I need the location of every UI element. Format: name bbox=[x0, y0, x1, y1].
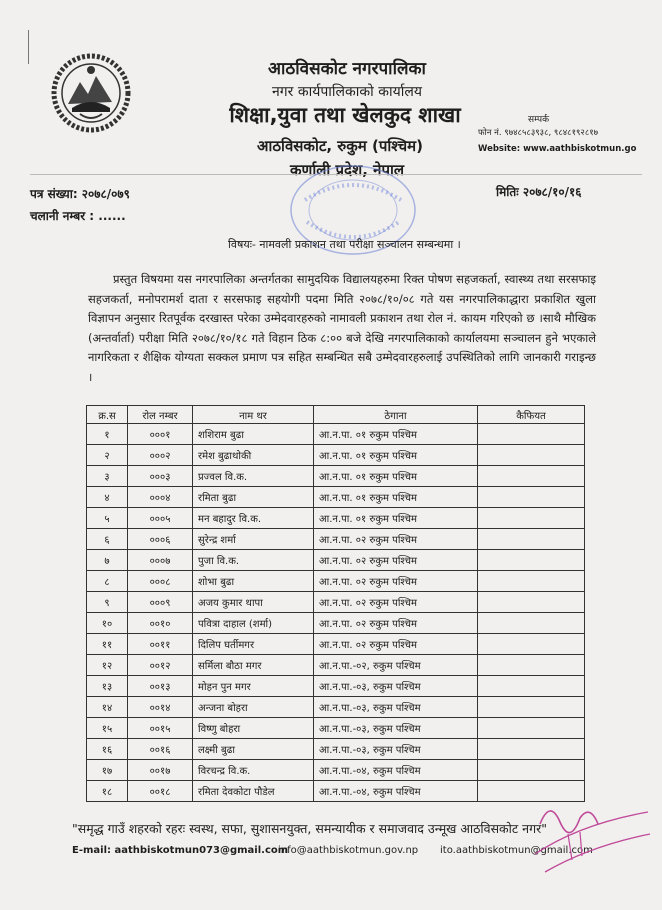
serial-cell: १६ bbox=[87, 739, 128, 760]
table-row bbox=[87, 655, 585, 676]
contact-phone: फोन नं. ९७४८५८३९३८, ९८४८१९२८१७ bbox=[478, 128, 599, 138]
roll-cell: ००१३ bbox=[128, 676, 193, 697]
name-cell: विरचन्द्र वि.क. bbox=[193, 760, 314, 781]
location-line: आठविसकोट, रुकुम (पश्चिम) bbox=[257, 137, 423, 155]
table-row bbox=[87, 508, 585, 529]
remarks-cell bbox=[478, 529, 585, 550]
col-remarks-header: कैफियत bbox=[478, 406, 585, 424]
remarks-cell bbox=[478, 508, 585, 529]
table-row bbox=[87, 487, 585, 508]
roll-cell: ०००६ bbox=[128, 529, 193, 550]
name-cell: रमिता देवकोटा पौडेल bbox=[193, 781, 314, 802]
roll-cell: ००१५ bbox=[128, 718, 193, 739]
remarks-cell bbox=[478, 634, 585, 655]
name-cell: रमेश बुढाथोकी bbox=[193, 445, 314, 466]
table-row bbox=[87, 424, 585, 445]
remarks-cell bbox=[478, 655, 585, 676]
remarks-cell bbox=[478, 550, 585, 571]
address-cell: आ.न.पा.-०३, रुकुम पश्चिम bbox=[314, 676, 478, 697]
address-cell: आ.न.पा.-०३, रुकुम पश्चिम bbox=[314, 697, 478, 718]
serial-cell: १ bbox=[87, 424, 128, 445]
contact-website: Website: www.aathbiskotmun.go bbox=[478, 144, 637, 154]
roll-cell: ००१७ bbox=[128, 760, 193, 781]
footer-email-ito: ito.aathbiskotmun@gmail.com bbox=[440, 845, 593, 856]
roll-cell: ००१८ bbox=[128, 781, 193, 802]
address-cell: आ.न.पा. ०२ रुकुम पश्चिम bbox=[314, 550, 478, 571]
table-row bbox=[87, 634, 585, 655]
serial-cell: ५ bbox=[87, 508, 128, 529]
col-name-header: नाम थर bbox=[193, 406, 314, 424]
office-name: नगर कार्यपालिकाको कार्यालय bbox=[272, 84, 422, 100]
table-row bbox=[87, 697, 585, 718]
name-cell: दिलिप घर्तीमगर bbox=[193, 634, 314, 655]
address-cell: आ.न.पा. ०१ रुकुम पश्चिम bbox=[314, 424, 478, 445]
roll-cell: ००१२ bbox=[128, 655, 193, 676]
table-row bbox=[87, 676, 585, 697]
address-cell: आ.न.पा. ०२ रुकुम पश्चिम bbox=[314, 571, 478, 592]
roll-cell: ०००७ bbox=[128, 550, 193, 571]
table-row bbox=[87, 592, 585, 613]
address-cell: आ.न.पा. ०१ रुकुम पश्चिम bbox=[314, 487, 478, 508]
roll-cell: ०००४ bbox=[128, 487, 193, 508]
table-header-row bbox=[87, 406, 585, 424]
name-cell: सर्मिला बौठा मगर bbox=[193, 655, 314, 676]
name-cell: रमिता बुढा bbox=[193, 487, 314, 508]
serial-cell: ११ bbox=[87, 634, 128, 655]
table-row bbox=[87, 466, 585, 487]
roll-cell: ००१४ bbox=[128, 697, 193, 718]
candidate-table bbox=[86, 405, 585, 802]
province-line: कर्णाली प्रदेश, नेपाल bbox=[289, 161, 405, 179]
serial-cell: २ bbox=[87, 445, 128, 466]
roll-cell: ०००२ bbox=[128, 445, 193, 466]
address-cell: आ.न.पा. ०२ रुकुम पश्चिम bbox=[314, 613, 478, 634]
remarks-cell bbox=[478, 445, 585, 466]
serial-cell: ३ bbox=[87, 466, 128, 487]
address-cell: आ.न.पा.-०३, रुकुम पश्चिम bbox=[314, 739, 478, 760]
nepal-emblem-icon bbox=[50, 52, 132, 134]
table-row bbox=[87, 613, 585, 634]
col-roll-header: रोल नम्बर bbox=[128, 406, 193, 424]
remarks-cell bbox=[478, 739, 585, 760]
name-cell: अन्जना बोहरा bbox=[193, 697, 314, 718]
name-cell: शशिराम बुढा bbox=[193, 424, 314, 445]
name-cell: मोहन पुन मगर bbox=[193, 676, 314, 697]
address-cell: आ.न.पा. ०२ रुकुम पश्चिम bbox=[314, 634, 478, 655]
notice-body: प्रस्तुत विषयमा यस नगरपालिका अन्तर्गतका सामुदयिक विद्यालयहरुमा रिक्त पोषण सहजकर्ता, स्वास्थ्य तथा सरसफाइ सहजकर्ता, मनोपरामर्श दाता र सरसफाइ सहयोगी पदमा मिति २०७८/१०/०८ गते यस नगरपालिकाद्धारा प्रकाशित खुला विज्ञापन अनुसार रितपूर्वक दरखास्त परेका उम्मेदवारहरुको नामावली प्रकाशन तथा रोल नं. कायम गरिएको छ ।साथै मौखिक (अन्तर्वार्ता) परीक्षा मिति २०७८/१०/१८ गते विहान ठिक ८:०० बजे देखि नगरपालिकाको कार्यालयमा सञ्चालन हुने भएकाले नागरिकता र शैक्षिक योग्यता सक्कल प्रमाण पत्र सहित सम्बन्धित सबै उम्मेदवारहरुलाई उपस्थितिको लागि जानकारी गराइन्छ । bbox=[88, 272, 596, 384]
col-serial-header: क्र.स bbox=[87, 406, 128, 424]
name-cell: सुरेन्द्र शर्मा bbox=[193, 529, 314, 550]
address-cell: आ.न.पा. ०२ रुकुम पश्चिम bbox=[314, 529, 478, 550]
address-cell: आ.न.पा.-०३, रुकुम पश्चिम bbox=[314, 718, 478, 739]
roll-cell: ०००३ bbox=[128, 466, 193, 487]
table-row bbox=[87, 529, 585, 550]
roll-cell: ०००८ bbox=[128, 571, 193, 592]
serial-cell: १४ bbox=[87, 697, 128, 718]
serial-cell: ९ bbox=[87, 592, 128, 613]
address-cell: आ.न.पा. ०१ रुकुम पश्चिम bbox=[314, 466, 478, 487]
table-row bbox=[87, 760, 585, 781]
serial-cell: ८ bbox=[87, 571, 128, 592]
serial-cell: ७ bbox=[87, 550, 128, 571]
table-row bbox=[87, 445, 585, 466]
serial-cell: १२ bbox=[87, 655, 128, 676]
officer-signature-icon bbox=[520, 794, 655, 884]
footer-email-primary: E-mail: aathbiskotmun073@gmail.com bbox=[72, 845, 289, 856]
address-cell: आ.न.पा. ०१ रुकुम पश्चिम bbox=[314, 445, 478, 466]
serial-cell: १३ bbox=[87, 676, 128, 697]
remarks-cell bbox=[478, 487, 585, 508]
section-name: शिक्षा,युवा तथा खेलकुद शाखा bbox=[229, 103, 461, 127]
name-cell: लक्ष्मी बुढा bbox=[193, 739, 314, 760]
table-row bbox=[87, 718, 585, 739]
footer-email-info: info@aathbiskotmun.gov.np bbox=[278, 845, 419, 856]
serial-cell: १० bbox=[87, 613, 128, 634]
roll-cell: ०००१ bbox=[128, 424, 193, 445]
name-cell: शोभा बुढा bbox=[193, 571, 314, 592]
remarks-cell bbox=[478, 424, 585, 445]
remarks-cell bbox=[478, 613, 585, 634]
name-cell: प्रज्वल वि.क. bbox=[193, 466, 314, 487]
remarks-cell bbox=[478, 676, 585, 697]
address-cell: आ.न.पा.-०४, रुकुम पश्चिम bbox=[314, 781, 478, 802]
name-cell: अजय कुमार थापा bbox=[193, 592, 314, 613]
letter-number: पत्र संख्या: २०७८/०७९ bbox=[30, 187, 130, 201]
table-row bbox=[87, 781, 585, 802]
table-row bbox=[87, 739, 585, 760]
roll-cell: ०००५ bbox=[128, 508, 193, 529]
address-cell: आ.न.पा. ०२ रुकुम पश्चिम bbox=[314, 592, 478, 613]
remarks-cell bbox=[478, 571, 585, 592]
roll-cell: ००१० bbox=[128, 613, 193, 634]
name-cell: पवित्रा दाहाल (शर्मा) bbox=[193, 613, 314, 634]
address-cell: आ.न.पा.-०४, रुकुम पश्चिम bbox=[314, 760, 478, 781]
dispatch-number: चलानी नम्बर : ...... bbox=[30, 209, 126, 223]
col-address-header: ठेगाना bbox=[314, 406, 478, 424]
serial-cell: ६ bbox=[87, 529, 128, 550]
remarks-cell bbox=[478, 592, 585, 613]
table-row bbox=[87, 571, 585, 592]
letter-date: मितिः २०७८/१०/१६ bbox=[496, 185, 582, 199]
footer-slogan: "समृद्ध गाउँ शहरको रहरः स्वस्थ, सफा, सुशासनयुक्त, समन्यायीक र समाजवाद उन्मूख आठविसकोट नगर" bbox=[72, 821, 547, 836]
table-row bbox=[87, 550, 585, 571]
serial-cell: १५ bbox=[87, 718, 128, 739]
municipality-name: आठविसकोट नगरपालिका bbox=[268, 59, 426, 79]
name-cell: पुजा वि.क. bbox=[193, 550, 314, 571]
serial-cell: ४ bbox=[87, 487, 128, 508]
page-edge-mark bbox=[28, 30, 32, 64]
roll-cell: ००११ bbox=[128, 634, 193, 655]
remarks-cell bbox=[478, 760, 585, 781]
remarks-cell bbox=[478, 697, 585, 718]
serial-cell: १७ bbox=[87, 760, 128, 781]
serial-cell: १८ bbox=[87, 781, 128, 802]
remarks-cell bbox=[478, 466, 585, 487]
name-cell: विष्णु बोहरा bbox=[193, 718, 314, 739]
roll-cell: ०००९ bbox=[128, 592, 193, 613]
roll-cell: ००१६ bbox=[128, 739, 193, 760]
address-cell: आ.न.पा. ०१ रुकुम पश्चिम bbox=[314, 508, 478, 529]
subject-line: विषयः- नामवली प्रकाशन तथा परीक्षा सञ्चालन सम्बन्धमा । bbox=[228, 238, 461, 251]
contact-title: सम्पर्क bbox=[528, 115, 549, 125]
remarks-cell bbox=[478, 718, 585, 739]
name-cell: मन बहादुर वि.क. bbox=[193, 508, 314, 529]
address-cell: आ.न.पा.-०२, रुकुम पश्चिम bbox=[314, 655, 478, 676]
